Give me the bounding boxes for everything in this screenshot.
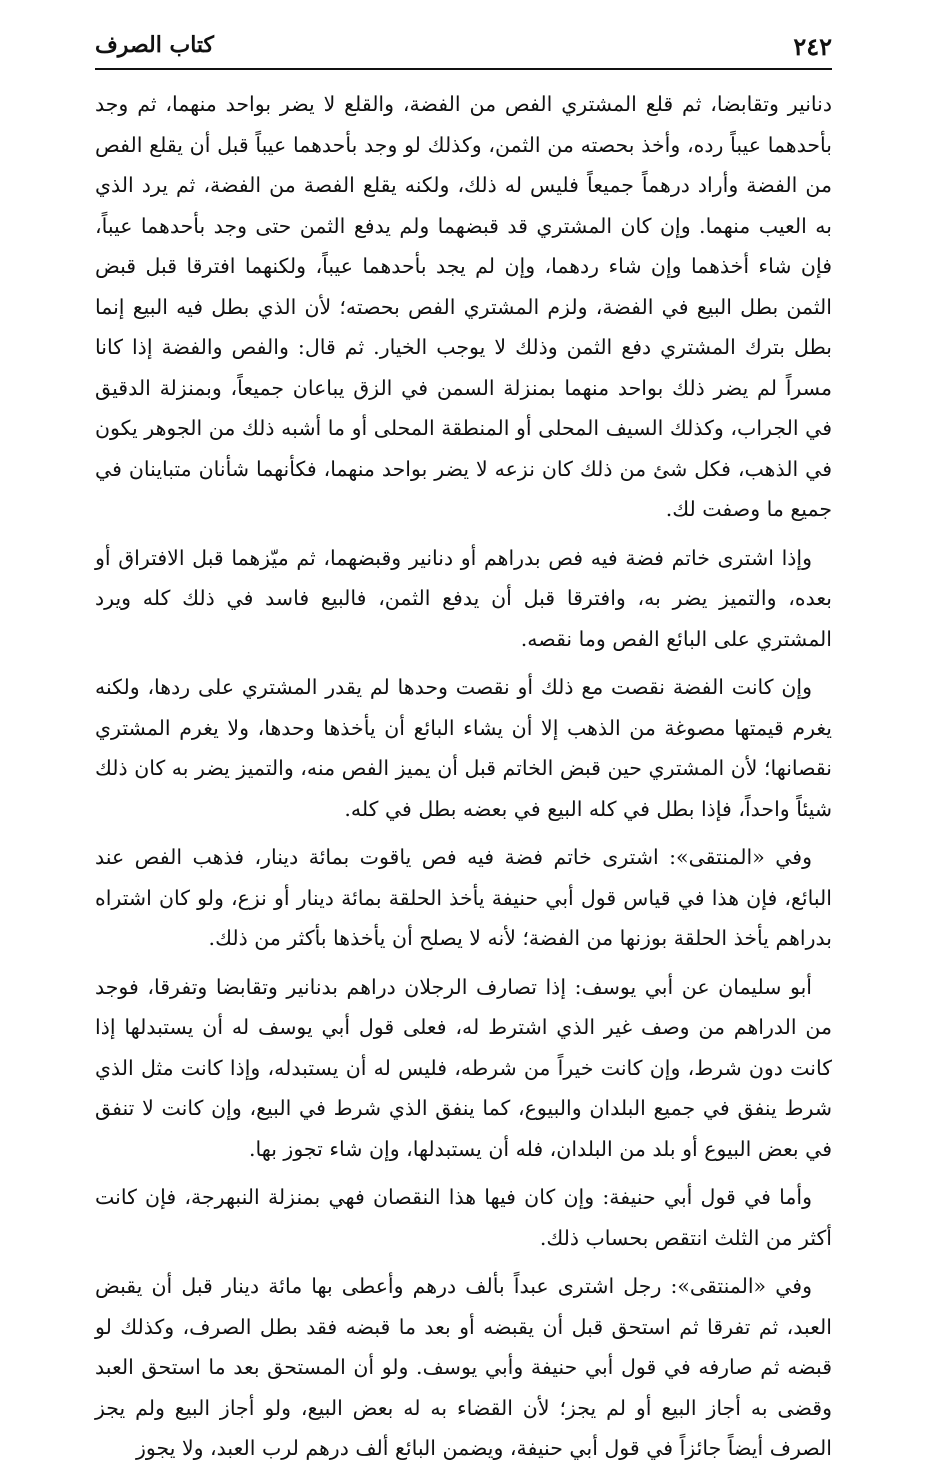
paragraph: وإذا اشترى خاتم فضة فيه فص بدراهم أو دنانير وقبضهما، ثم ميّزهما قبل الافتراق أو بعده، والتميز يضر به، وافترقا قبل أن يدفع الثمن، فالبيع فاسد في ذلك كله ويرد المشتري على البائع الفص وما نقصه.: [95, 545, 832, 651]
paragraph: وأما في قول أبي حنيفة: وإن كان فيها هذا النقصان فهي بمنزلة النبهرجة، فإن كانت أكثر من الثلث انتقص بحساب ذلك.: [95, 1185, 832, 1250]
paragraph: دنانير وتقابضا، ثم قلع المشتري الفص من الفضة، والقلع لا يضر بواحد منهما، ثم وجد بأحدهما عيباً رده، وأخذ بحصته من الثمن، وكذلك لو وجد بأحدهما عيباً قبل أن يقلع الفص من الفضة وأراد درهماً جميعاً فليس له ذلك، ولكنه يقلع الفصة من الفضة، ثم يرد الذي به العيب منهما. وإن كان المشتري قد قبضهما ولم يدفع الثمن حتى وجد بأحدهما عيباً، فإن شاء أخذهما وإن شاء ردهما، وإن لم يجد بأحدهما عيباً، ولكنهما افترقا قبل قبض الثمن بطل البيع في الفضة، ولزم المشتري الفص بحصته؛ لأن الذي بطل فيه البيع إنما بطل بترك المشتري دفع الثمن وذلك لا يوجب الخيار. ثم قال: والفص والفضة إذا كانا مسراً لم يضر ذلك بواحد منهما بمنزلة السمن في الزق يباعان جميعاً، وبمنزلة الدقيق في الجراب، وكذلك السيف المحلى أو المنطقة المحلى أو ما أشبه ذلك من الجوهر يكون في الذهب، فكل شئ من ذلك كان نزعه لا يضر بواحد منهما، فكأنهما شأنان متباينان في جميع ما وصفت لك.: [95, 92, 832, 521]
paragraph: أبو سليمان عن أبي يوسف: إذا تصارف الرجلان دراهم بدنانير وتقابضا وتفرقا، فوجد من الدراهم من وصف غير الذي اشترط له، فعلى قول أبي يوسف له أن يستبدلها إذا كانت دون شرط، وإن كانت خيراً من شرطه، فليس له أن يستبدله، وإذا كانت مثل الذي شرط ينفق في جميع البلدان والبيوع، كما ينفق الذي شرط في البيع، وإن كانت لا تنفق في بعض البيوع أو بلد من البلدان، فله أن يستبدلها، وإن شاء تجوز بها.: [95, 974, 832, 1161]
paragraph: وفي «المنتقى»: اشترى خاتم فضة فيه فص ياقوت بمائة دينار، فذهب الفص عند البائع، فإن هذا في قياس قول أبي حنيفة يأخذ الحلقة بمائة دينار أو نزع، ولو كان اشتراه بدراهم يأخذ الحلقة بوزنها من الفضة؛ لأنه لا يصلح أن يأخذها بأكثر من ذلك.: [95, 845, 832, 950]
page-number: ٢٤٢: [793, 32, 832, 61]
page-body: [95, 84, 832, 1477]
running-title: كتاب الصرف: [95, 32, 215, 58]
paragraph: وإن كانت الفضة نقصت مع ذلك أو نقصت وحدها لم يقدر المشتري على ردها، ولكنه يغرم قيمتها مصوغة من الذهب إلا أن يشاء البائع أن يأخذها وحدها، ولا يغرم المشتري نقصانها؛ لأن المشتري حين قبض الخاتم قبل أن يميز الفص منه، والتميز يضر به كان ذلك شيئاً واحداً، فإذا بطل في كله البيع في بعضه بطل في كله.: [95, 675, 832, 821]
page-header: [95, 30, 832, 70]
paragraph: وفي «المنتقى»: رجل اشترى عبداً بألف درهم وأعطى بها مائة دينار قبل أن يقبض العبد، ثم تفرقا ثم استحق قبل أن يقبضه أو بعد ما قبضه فقد بطل الصرف، وكذلك لو قبضه ثم صارفه في قول أبي حنيفة وأبي يوسف. ولو أن المستحق بعد ما استحق العبد وقضى به أجاز البيع أو لم يجز؛ لأن القضاء به له بعض البيع، ولو أجاز البيع ولم يجز الصرف أيضاً جائزاً في قول أبي حنيفة، ويضمن البائع ألف درهم لرب العبد، ولا يجوز: [95, 1274, 832, 1460]
